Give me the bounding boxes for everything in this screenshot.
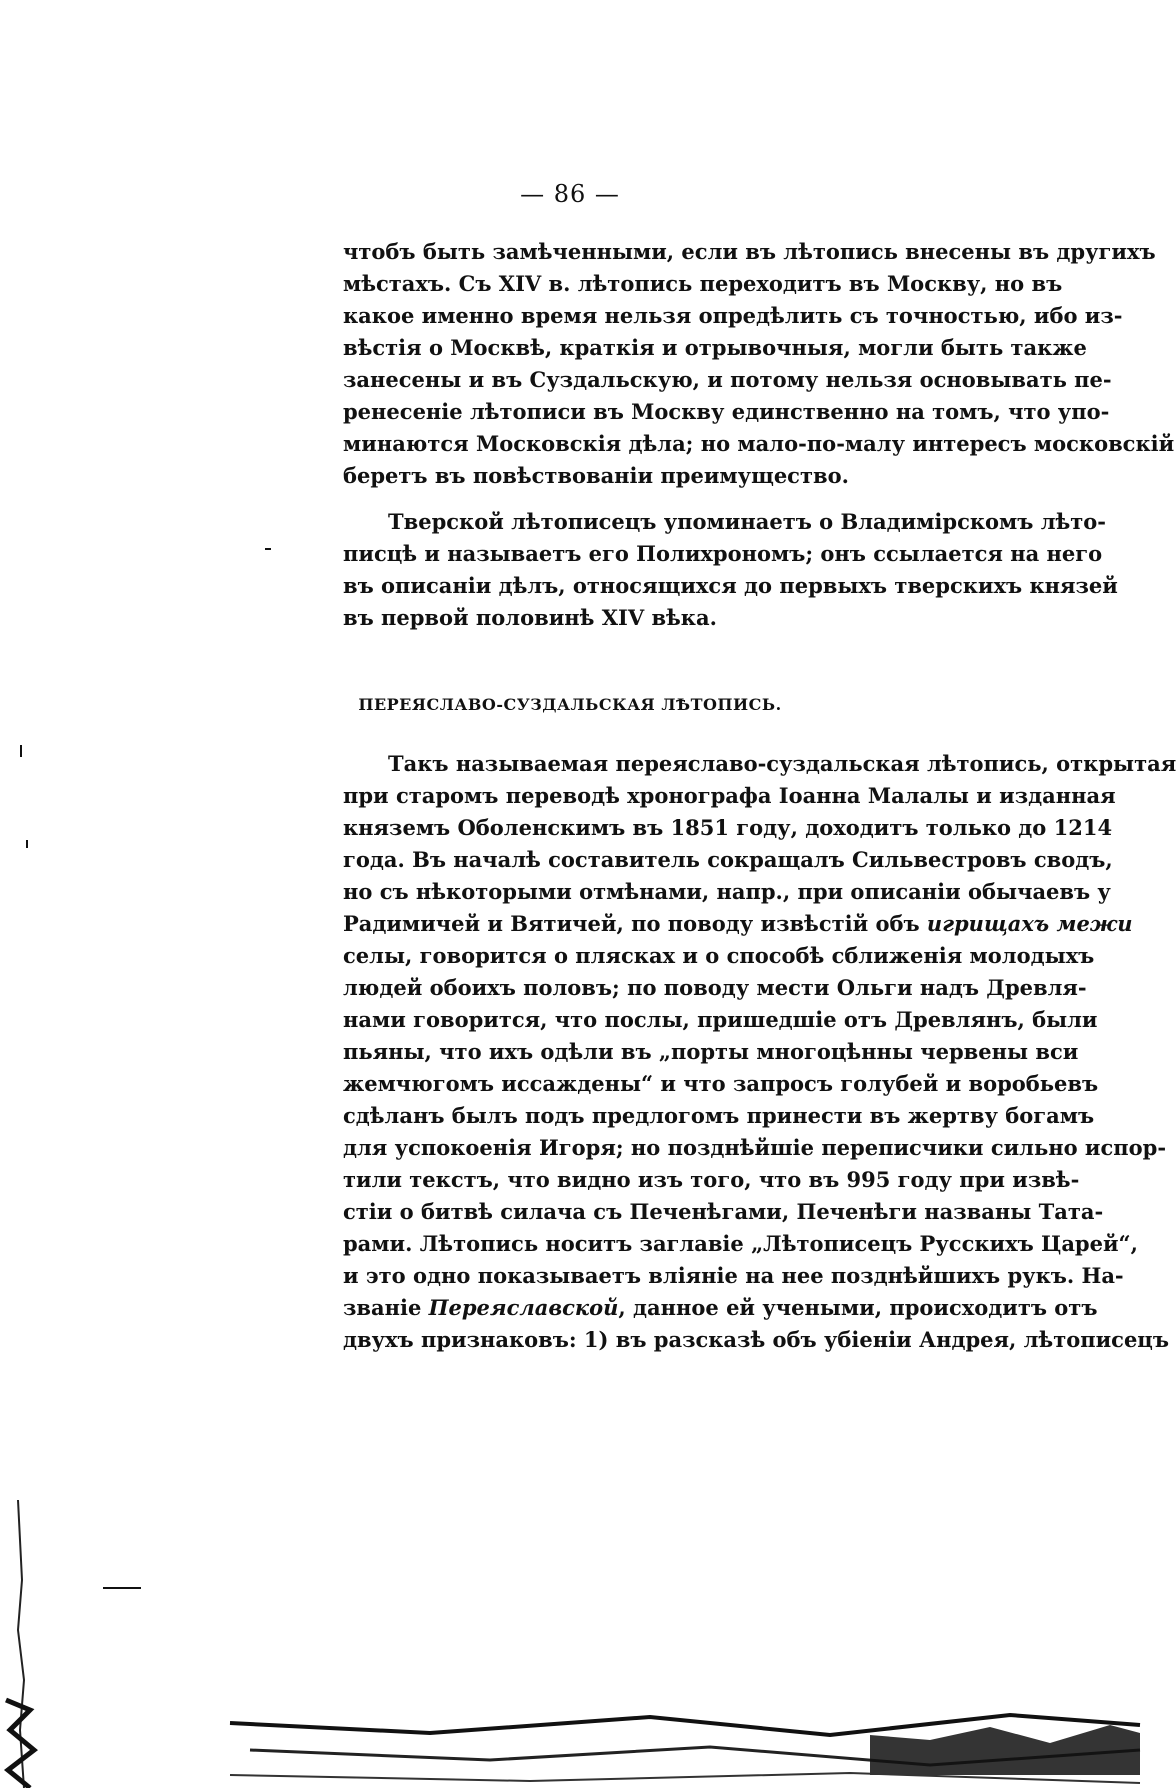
italic-phrase: игрищахъ межи — [926, 911, 1133, 936]
text-line: и это одно показываетъ вліяніе на нее позднѣйшихъ рукъ. На- — [343, 1263, 1124, 1288]
text-line: чтобъ быть замѣченными, если въ лѣтопись внесены въ другихъ — [343, 239, 1156, 264]
text-line: рами. Лѣтопись носитъ заглавіе „Лѣтописецъ Русскихъ Царей“, — [343, 1231, 1138, 1256]
text-line: нами говорится, что послы, пришедшіе отъ Древлянъ, были — [343, 1007, 1098, 1032]
text-line: при старомъ переводѣ хронографа Іоанна Малалы и изданная — [343, 783, 1116, 808]
text-line: минаются Московскія дѣла; но мало-по-малу интересъ московскій — [343, 431, 1175, 456]
text-line: пьяны, что ихъ одѣли въ „порты многоцѣнны червены вси — [343, 1039, 1079, 1064]
text-line: въ описаніи дѣлъ, относящихся до первыхъ тверскихъ князей — [343, 573, 1118, 598]
text-line: ренесеніе лѣтописи въ Москву единственно на томъ, что упо- — [343, 399, 1110, 424]
text-segment: , данное ей учеными, происходитъ отъ — [618, 1295, 1098, 1320]
text-line: писцѣ и называетъ его Полихрономъ; онъ ссылается на него — [343, 541, 1103, 566]
scan-edge-artifact — [0, 1500, 40, 1788]
text-line: селы, говорится о плясках и о способѣ сближенія молодыхъ — [343, 943, 1095, 968]
page-number: — 86 — — [520, 180, 620, 208]
text-line: какое именно время нельзя опредѣлить съ точностью, ибо из- — [343, 303, 1123, 328]
text-line: жемчюгомъ иссаждены“ и что запросъ голубей и воробьевъ — [343, 1071, 1099, 1096]
text-line — [343, 1292, 1098, 1324]
text-line: княземъ Оболенскимъ въ 1851 году, доходитъ только до 1214 — [343, 815, 1113, 840]
text-line: Тверской лѣтописецъ упоминаетъ о Владимірскомъ лѣто- — [388, 509, 1107, 534]
text-segment: званіе — [343, 1295, 422, 1320]
margin-mark — [20, 745, 22, 757]
text-line — [343, 908, 1133, 940]
text-line: въ первой половинѣ XIV вѣка. — [343, 605, 717, 630]
text-line: мѣстахъ. Съ XIV в. лѣтопись переходитъ въ Москву, но въ — [343, 271, 1063, 296]
text-line: тили текстъ, что видно изъ того, что въ 995 году при извѣ- — [343, 1167, 1080, 1192]
italic-phrase: Переяславской — [428, 1295, 619, 1320]
section-heading: ПЕРЕЯСЛАВО-СУЗДАЛЬСКАЯ ЛѢТОПИСЬ. — [358, 695, 782, 714]
text-segment: Радимичей и Вятичей, по поводу извѣстій объ — [343, 911, 920, 936]
margin-mark — [103, 1587, 141, 1589]
text-line: для успокоенія Игоря; но позднѣйшіе переписчики сильно испор- — [343, 1135, 1167, 1160]
text-line: двухъ признаковъ: 1) въ разсказѣ объ убіеніи Андрея, лѣтописецъ — [343, 1327, 1169, 1352]
scan-edge-artifact — [230, 1705, 1140, 1788]
text-line: года. Въ началѣ составитель сокращалъ Сильвестровъ сводъ, — [343, 847, 1113, 872]
text-line: беретъ въ повѣствованіи преимущество. — [343, 463, 849, 488]
text-line: людей обоихъ половъ; по поводу мести Ольги надъ Древля- — [343, 975, 1087, 1000]
text-line: занесены и въ Суздальскую, и потому нельзя основывать пе- — [343, 367, 1112, 392]
text-line: стіи о битвѣ силача съ Печенѣгами, Печенѣги названы Тата- — [343, 1199, 1104, 1224]
text-line: но съ нѣкоторыми отмѣнами, напр., при описаніи обычаевъ у — [343, 879, 1111, 904]
text-line: Такъ называемая переяславо-суздальская лѣтопись, открытая — [388, 751, 1176, 776]
text-line: сдѣланъ былъ подъ предлогомъ принести въ жертву богамъ — [343, 1103, 1095, 1128]
margin-mark — [26, 840, 28, 848]
margin-mark — [265, 548, 271, 550]
text-line: вѣстія о Москвѣ, краткія и отрывочныя, могли быть также — [343, 335, 1087, 360]
